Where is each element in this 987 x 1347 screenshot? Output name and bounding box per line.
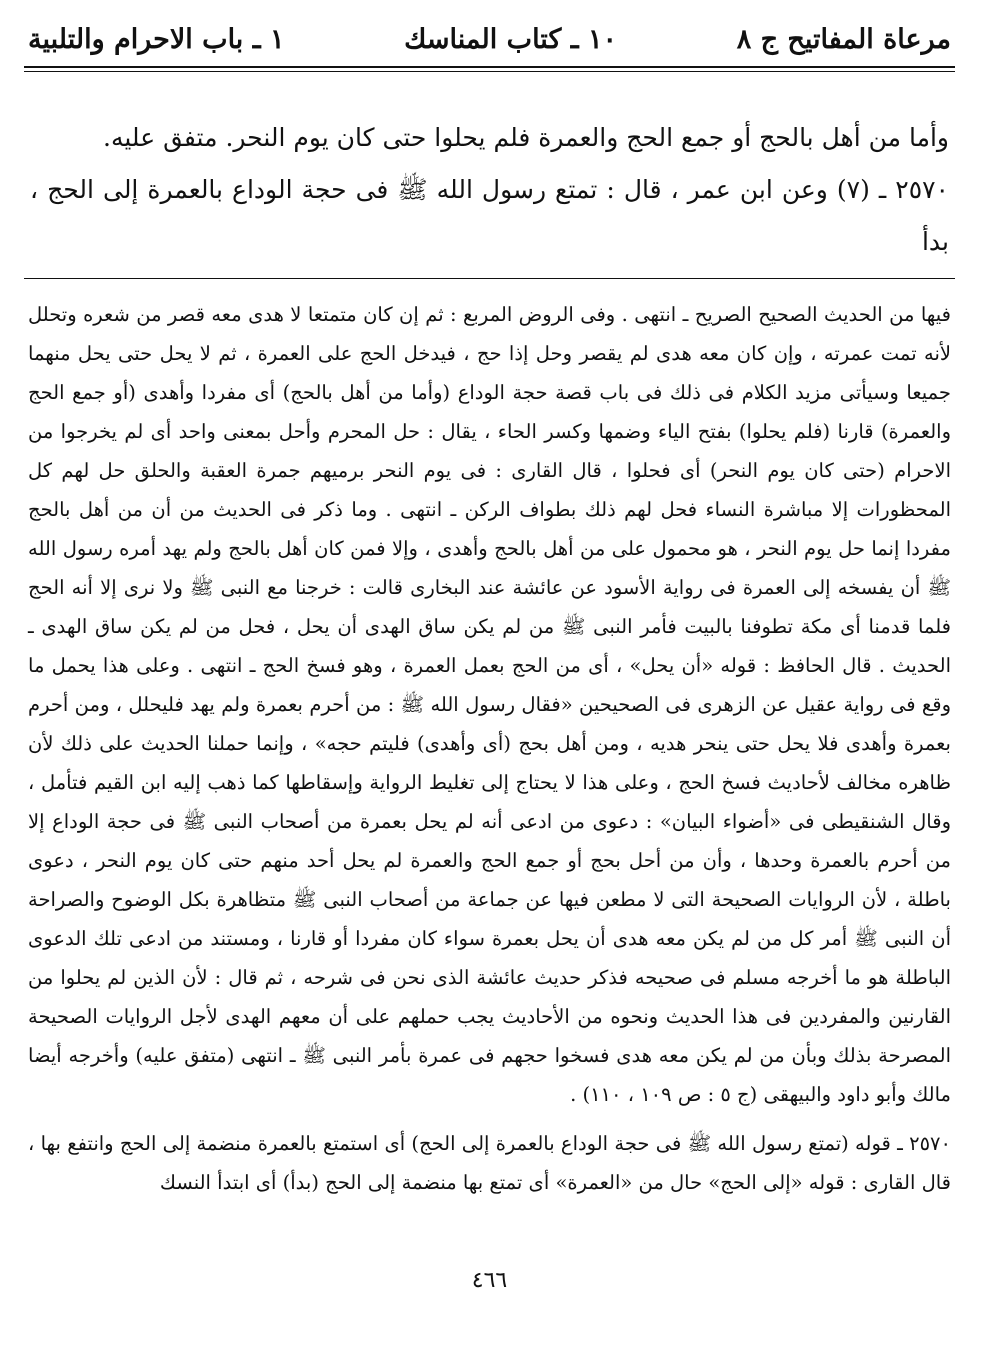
header-divider bbox=[24, 66, 955, 72]
text-commentary-divider bbox=[24, 278, 955, 279]
hadith-line-2: ٢٥٧٠ ـ (٧) وعن ابن عمر ، قال : تمتع رسول الله ﷺ فى حجة الوداع بالعمرة إلى الحج ، بدأ bbox=[30, 175, 949, 256]
commentary bbox=[24, 295, 955, 1202]
hadith-text bbox=[24, 112, 955, 268]
book-page bbox=[24, 16, 955, 1326]
commentary-paragraph-2: ٢٥٧٠ ـ قوله (تمتع رسول الله ﷺ فى حجة الوداع بالعمرة إلى الحج) أى استمتع بالعمرة منضمة إلى الحج وانتفع بها ، قال القارى : قوله «إلى الحج» حال من «العمرة» أى تمتع بها منضمة إلى الحج (بدأ) أى ابتدأ النسك bbox=[28, 1132, 951, 1194]
hadith-line-1: وأما من أهل بالحج أو جمع الحج والعمرة فلم يحلوا حتى كان يوم النحر. متفق عليه. bbox=[103, 123, 949, 152]
header-book-title: مرعاة المفاتيح ج ٨ bbox=[736, 24, 951, 55]
page-number: ٤٦٦ bbox=[471, 1268, 508, 1293]
header-chapter-title: ١٠ ـ كتاب المناسك bbox=[404, 24, 618, 55]
header-section-title: ١ ـ باب الاحرام والتلبية bbox=[28, 24, 285, 55]
running-header bbox=[24, 16, 955, 64]
commentary-paragraph-1: فيها من الحديث الصحيح الصريح ـ انتهى . وفى الروض المربع : ثم إن كان متمتعا لا هدى معه قصر من شعره وتحلل لأنه تمت عمرته ، وإن كان معه هدى لم يقصر وحل إذا حج ، فيدخل الحج على العمرة ، ثم لا يحل حتى يحل منهما جميعا وسيأتى مزيد الكلام فى ذلك فى باب قصة حجة الوداع (وأما من أهل بالحج) أى مفردا وأهدى (أو جمع الحج والعمرة) قارنا (فلم يحلوا) بفتح الياء وضمها وكسر الحاء ، يقال : حل المحرم وأحل بمعنى واحد أى لم يخرجوا من الاحرام (حتى كان يوم النحر) أى فحلوا ، قال القارى : فى يوم النحر برميهم جمرة العقبة والحلق حل لهم كل المحظورات إلا مباشرة النساء فحل لهم ذلك بطواف الركن ـ انتهى . وما ذكر فى الحديث من أن من أهل بالحج مفردا إنما حل يوم النحر ، هو محمول على من أهل بالحج وأهدى ، وإلا فمن كان أهل بالحج ولم يهد أمره رسول الله ﷺ أن يفسخه إلى العمرة فى رواية الأسود عن عائشة عند البخارى قالت : خرجنا مع النبى ﷺ ولا نرى إلا أنه الحج فلما قدمنا أى مكة تطوفنا بالبيت فأمر النبى ﷺ من لم يكن ساق الهدى أن يحل ، فحل من لم يكن ساق الهدى ـ الحديث . قال الحافظ : قوله «أن يحل» ، أى من الحج بعمل العمرة ، وهو فسخ الحج ـ انتهى . وعلى هذا يحمل ما وقع فى رواية عقيل عن الزهرى فى الصحيحين «فقال رسول الله ﷺ : من أحرم بعمرة ولم يهد فليحلل ، ومن أحرم بعمرة وأهدى فلا يحل حتى ينحر هديه ، ومن أهل بحج (أى وأهدى) فليتم حجه» ، وإنما حملنا الحديث على ذلك لأن ظاهره مخالف لأحاديث فسخ الحج ، وعلى هذا لا يحتاج إلى تغليط الرواية وإسقاطها كما ذهب إليه ابن القيم فتأمل ، وقال الشنقيطى فى «أضواء البيان» : دعوى من ادعى أنه لم يحل بعمرة من أصحاب النبى ﷺ فى حجة الوداع إلا من أحرم بالعمرة وحدها ، وأن من أحل بحج أو جمع الحج والعمرة لم يحل أحد منهم حتى كان يوم النحر ، دعوى باطلة ، لأن الروايات الصحيحة التى لا مطعن فيها عن جماعة من أصحاب النبى ﷺ متظاهرة بكل الوضوح والصراحة أن النبى ﷺ أمر كل من لم يكن معه هدى أن يحل بعمرة سواء كان مفردا أو قارنا ، ومستند من ادعى تلك الدعوى الباطلة هو ما أخرجه مسلم فى صحيحه فذكر حديث عائشة الذى نحن فى شرحه ، ثم قال : لأن الذين لم يحلوا من القارنين والمفردين فى هذا الحديث ونحوه من الأحاديث يجب حملهم على أن معهم الهدى لأجل الروايات الصحيحة المصرحة بذلك وبأن من لم يكن معه هدى فسخوا حجهم فى عمرة بأمر النبى ﷺ ـ انتهى (متفق عليه) وأخرجه أيضا مالك وأبو داود والبيهقى (ج ٥ : ص ١٠٩ ، ١١٠) . bbox=[28, 303, 951, 1106]
